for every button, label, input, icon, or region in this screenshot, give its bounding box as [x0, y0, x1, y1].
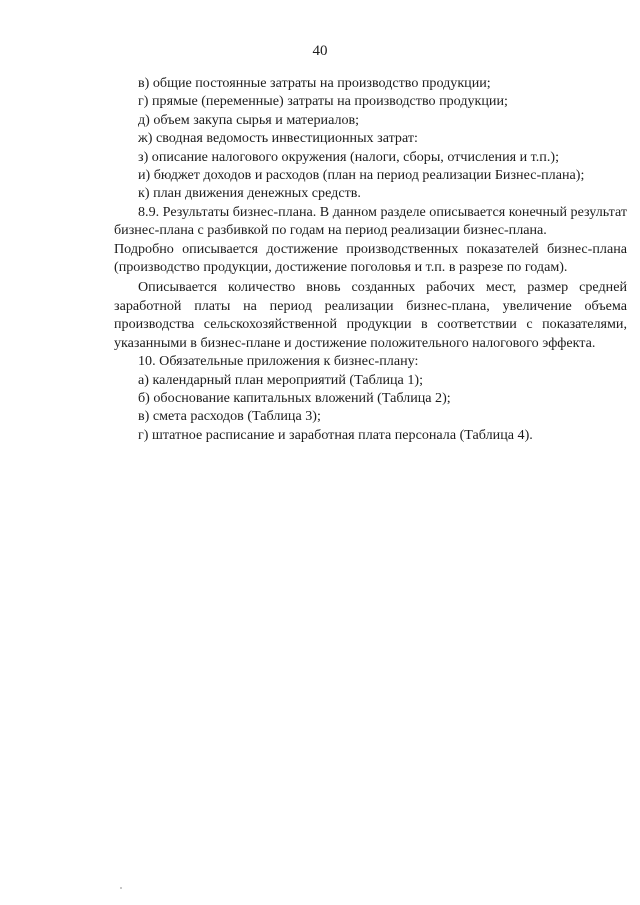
appendix-item-v: в) смета расходов (Таблица 3); — [138, 408, 321, 425]
list-item-z: з) описание налогового окружения (налоги, сборы, отчисления и т.п.); — [138, 148, 559, 165]
production-paragraph: Подробно описывается достижение производственных показателей бизнес-плана (производство продукции, достижение поголовья и т.п. в разрезе по годам). — [114, 240, 627, 276]
list-item-g: г) прямые (переменные) затраты на производство продукции; — [138, 93, 508, 110]
section-10-heading: 10. Обязательные приложения к бизнес-плану: — [138, 353, 419, 370]
list-item-d: д) объем закупа сырья и материалов; — [138, 111, 360, 128]
jobs-paragraph: Описывается количество вновь созданных рабочих мест, размер средней заработной платы на период реализации бизнес-плана, увеличение объема производства сельскохозяйственной продукции в соответствии с показателями, указанными в бизнес-плане и достижение положительного налогового эффекта. — [114, 279, 627, 351]
list-item-v: в) общие постоянные затраты на производство продукции; — [138, 75, 491, 91]
document-body — [114, 74, 627, 444]
list-item-i: и) бюджет доходов и расходов (план на период реализации Бизнес-плана); — [138, 167, 585, 184]
appendix-item-b: б) обоснование капитальных вложений (Таблица 2); — [138, 389, 451, 406]
section-8-9-paragraph: 8.9. Результаты бизнес-плана. В данном разделе описывается конечный результат бизнес-плана с разбивкой по годам на период реализации бизнес-плана. — [114, 203, 627, 239]
list-item-k: к) план движения денежных средств. — [138, 185, 361, 202]
appendix-item-a: а) календарный план мероприятий (Таблица 1); — [138, 371, 423, 388]
scan-speck — [120, 887, 122, 889]
list-item-zh: ж) сводная ведомость инвестиционных затрат: — [138, 130, 418, 147]
page-number: 40 — [312, 43, 328, 59]
appendix-item-g: г) штатное расписание и заработная плата персонала (Таблица 4). — [138, 426, 533, 443]
